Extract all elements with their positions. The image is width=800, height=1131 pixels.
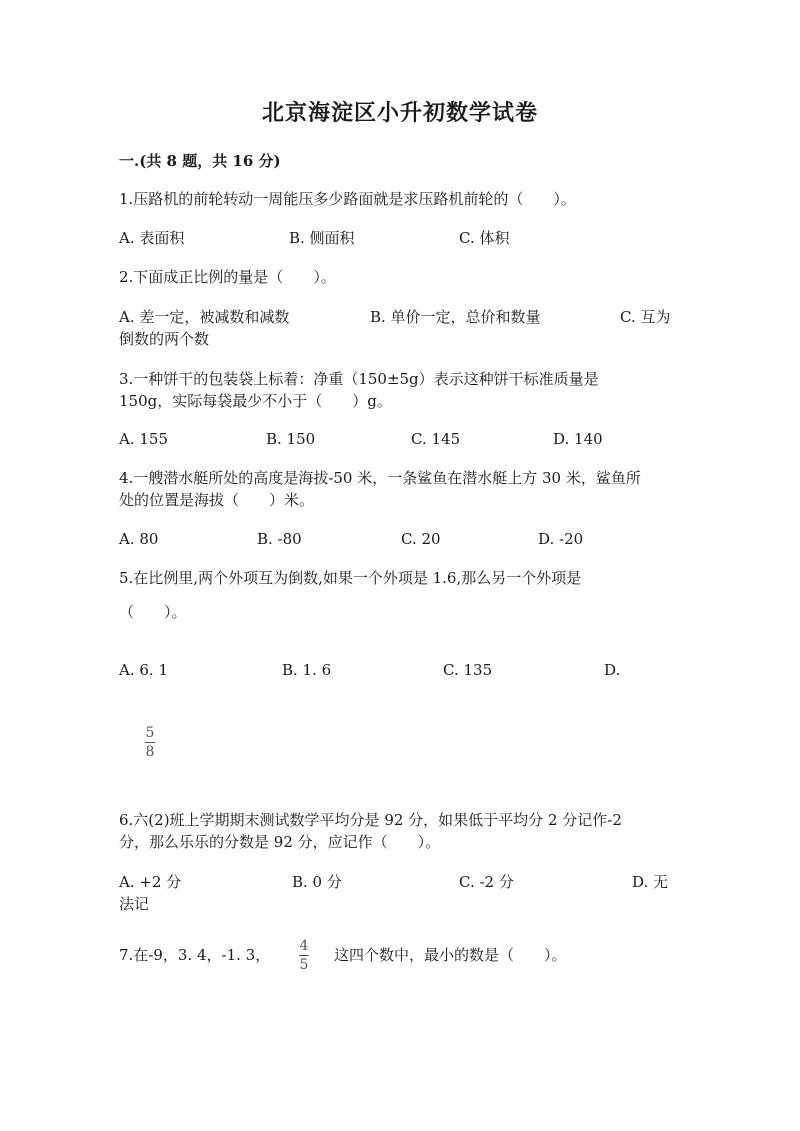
question-2 <box>119 266 679 288</box>
option-a[interactable]: A. 表面积 <box>119 229 185 247</box>
option-d[interactable]: D. -20 <box>538 530 584 548</box>
option-d[interactable]: D. <box>604 661 621 679</box>
option-a[interactable]: A. 6. 1 <box>119 661 168 679</box>
fraction-denominator: 8 <box>145 744 155 760</box>
option-b[interactable]: B. 侧面积 <box>289 229 355 247</box>
fraction-numerator: 4 <box>299 938 309 954</box>
question-7-text-start: 7.在-9，3. 4，-1. 3， <box>119 946 271 964</box>
question-7-fraction <box>299 939 309 972</box>
question-5 <box>119 567 679 623</box>
question-text: 1.压路机的前轮转动一周能压多少路面就是求压路机前轮的（ ）。 <box>119 190 576 208</box>
question-text-line-1: 4.一艘潜水艇所处的高度是海拔-50 米，一条鲨鱼在潜水艇上方 30 米，鲨鱼所 <box>119 469 641 487</box>
question-text-line-1: 3.一种饼干的包装袋上标着：净重（150±5g）表示这种饼干标准质量是 <box>119 370 599 388</box>
option-c-continued: 倒数的两个数 <box>119 330 210 348</box>
fraction-numerator: 5 <box>145 725 155 741</box>
question-text-line-1: 6.六(2)班上学期期末测试数学平均分是 92 分，如果低于平均分 2 分记作-2 <box>119 811 622 829</box>
question-text-line-1: 5.在比例里,两个外项互为倒数,如果一个外项是 1.6,那么另一个外项是 <box>119 569 582 587</box>
option-b[interactable]: B. 单价一定，总价和数量 <box>370 308 541 326</box>
page-title: 北京海淀区小升初数学试卷 <box>261 100 538 126</box>
question-6 <box>119 809 679 853</box>
option-d[interactable]: D. 无 <box>632 873 669 891</box>
option-a[interactable]: A. +2 分 <box>119 873 182 891</box>
question-text-line-2: 150g，实际每袋最少不小于（ ）g。 <box>119 392 392 410</box>
option-b[interactable]: B. 0 分 <box>292 873 342 891</box>
option-c[interactable]: C. 互为 <box>620 308 671 326</box>
question-text: 2.下面成正比例的量是（ ）。 <box>119 268 336 286</box>
question-7-text-end: 这四个数中，最小的数是（ ）。 <box>334 946 567 964</box>
fraction-denominator: 5 <box>299 957 309 973</box>
option-b[interactable]: B. 1. 6 <box>282 661 332 679</box>
option-c[interactable]: C. 135 <box>443 661 493 679</box>
option-b[interactable]: B. 150 <box>266 430 316 448</box>
option-c[interactable]: C. 20 <box>401 530 441 548</box>
question-4 <box>119 467 679 511</box>
fraction-bar <box>299 955 309 956</box>
option-a[interactable]: A. 差一定，被减数和减数 <box>119 308 290 326</box>
option-c[interactable]: C. 145 <box>411 430 461 448</box>
option-c[interactable]: C. -2 分 <box>459 873 514 891</box>
option-a[interactable]: A. 155 <box>119 430 168 448</box>
fraction-bar <box>145 742 155 743</box>
question-3 <box>119 368 679 412</box>
option-d-continued: 法记 <box>119 895 150 913</box>
question-text-line-2: （ ）。 <box>119 603 187 621</box>
option-c[interactable]: C. 体积 <box>459 229 510 247</box>
option-d[interactable]: D. 140 <box>553 430 603 448</box>
question-text-line-2: 分，那么乐乐的分数是 92 分，应记作（ ）。 <box>119 833 441 851</box>
section-heading: 一.(共 8 题，共 16 分) <box>119 152 281 170</box>
question-1 <box>119 188 679 210</box>
option-d-fraction <box>145 726 155 759</box>
question-text-line-2: 处的位置是海拔（ ）米。 <box>119 491 315 509</box>
option-b[interactable]: B. -80 <box>257 530 302 548</box>
option-a[interactable]: A. 80 <box>119 530 159 548</box>
